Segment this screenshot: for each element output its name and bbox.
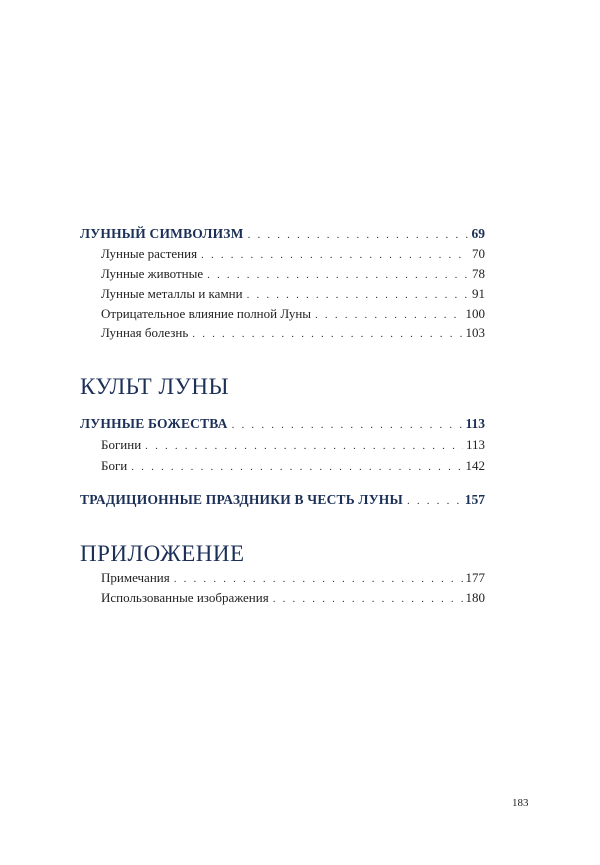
- leader-dots: [273, 593, 463, 605]
- leader-dots: [201, 249, 469, 261]
- toc-entry-page: 69: [471, 226, 485, 241]
- toc-entry-main: [80, 492, 485, 508]
- section-heading: КУЛЬТ ЛУНЫ: [80, 374, 229, 399]
- toc-entry-main: [80, 226, 485, 242]
- toc-entry-sub: [101, 266, 485, 282]
- leader-dots: [248, 229, 469, 241]
- toc-entry-page: 177: [465, 570, 485, 585]
- toc-entry-title: Примечания: [101, 570, 170, 585]
- toc-entry-sub: [101, 246, 485, 262]
- toc-entry-title: Отрицательное влияние полной Луны: [101, 306, 312, 321]
- toc-entry-title: ЛУННЫЕ БОЖЕСТВА: [80, 416, 228, 431]
- toc-entry-page: 113: [465, 437, 485, 452]
- leader-dots: [192, 328, 462, 340]
- toc-entry-sub: [101, 306, 485, 322]
- leader-dots: [207, 269, 469, 281]
- toc-entry-page: 91: [472, 286, 485, 301]
- toc-entry-title: Лунные животные: [101, 266, 204, 281]
- toc-entry-sub: [101, 570, 485, 586]
- toc-entry-page: 100: [465, 306, 485, 321]
- toc-entry-page: 142: [465, 458, 485, 473]
- toc-entry-page: 157: [464, 492, 485, 507]
- leader-dots: [131, 461, 462, 473]
- toc-entry-title: ЛУННЫЙ СИМВОЛИЗМ: [80, 226, 244, 241]
- toc-entry-sub: [101, 286, 485, 302]
- toc-entry-sub: [101, 458, 485, 474]
- leader-dots: [247, 289, 469, 301]
- toc-entry-title: Богини: [101, 437, 142, 452]
- leader-dots: [315, 309, 462, 321]
- toc-entry-sub: [101, 325, 485, 341]
- toc-entry-title: Лунная болезнь: [101, 325, 189, 340]
- toc-entry-page: 180: [465, 590, 485, 605]
- toc-entry-sub: [101, 590, 485, 606]
- toc-entry-title: Лунные растения: [101, 246, 198, 261]
- toc-entry-page: 103: [465, 325, 485, 340]
- leader-dots: [407, 495, 462, 507]
- toc-entry-title: ТРАДИЦИОННЫЕ ПРАЗДНИКИ В ЧЕСТЬ ЛУНЫ: [80, 492, 403, 507]
- toc-entry-sub: [101, 437, 485, 453]
- toc-entry-page: 78: [472, 266, 485, 281]
- toc-entry-title: Лунные металлы и камни: [101, 286, 243, 301]
- leader-dots: [174, 573, 463, 585]
- leader-dots: [145, 440, 463, 452]
- toc-entry-page: 113: [465, 416, 485, 431]
- toc-entry-main: [80, 416, 485, 432]
- toc-entry-page: 70: [472, 246, 485, 261]
- leader-dots: [232, 419, 463, 431]
- toc-entry-title: Использованные изображения: [101, 590, 269, 605]
- section-heading: ПРИЛОЖЕНИЕ: [80, 541, 245, 566]
- toc-entry-title: Боги: [101, 458, 128, 473]
- page-number: 183: [512, 797, 529, 809]
